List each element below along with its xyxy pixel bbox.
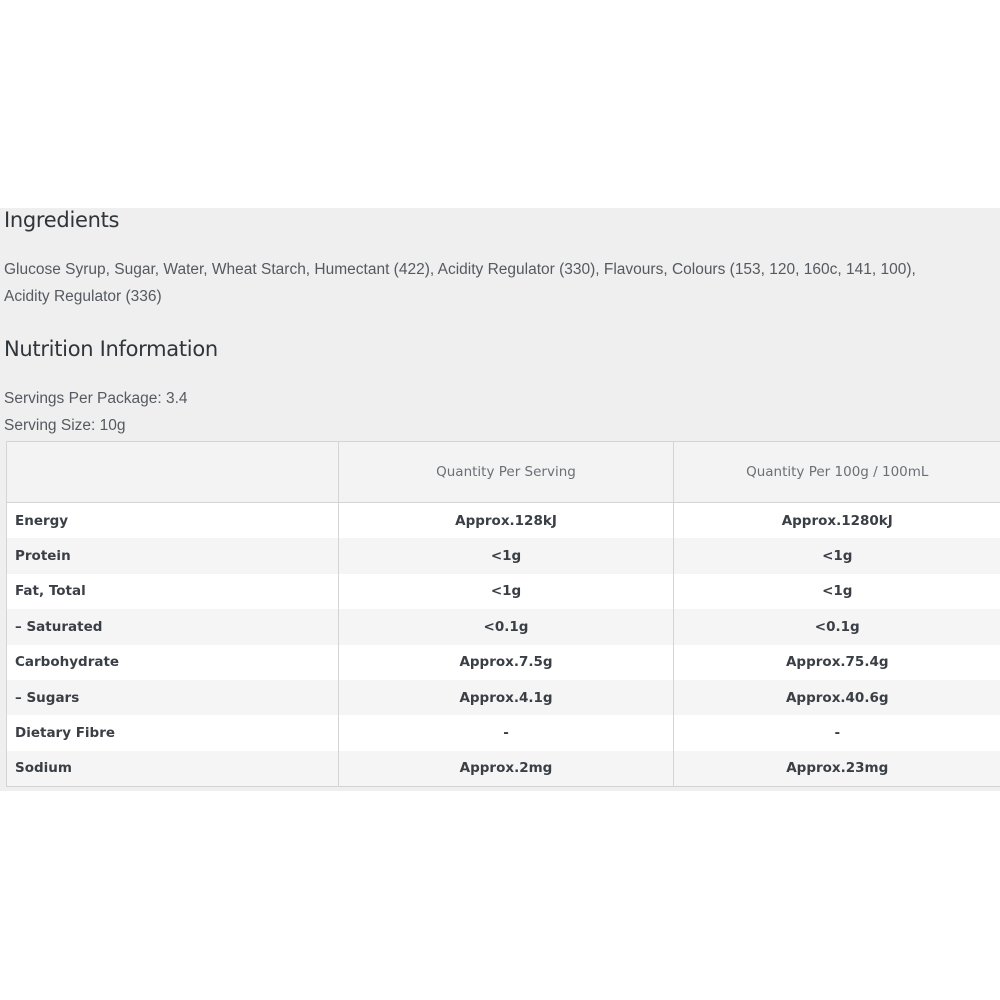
per-100g-value: Approx.40.6g [674, 680, 1000, 715]
nutrient-label: Fat, Total [7, 574, 339, 609]
nutrient-label: Carbohydrate [7, 645, 339, 680]
table-row [7, 645, 1000, 680]
nutrition-table [6, 441, 1000, 787]
per-100g-value: - [674, 715, 1000, 750]
nutrient-label: Protein [7, 538, 339, 573]
per-100g-value: Approx.75.4g [674, 645, 1000, 680]
per-serving-value: <1g [339, 538, 674, 573]
table-row [7, 503, 1000, 539]
table-row [7, 680, 1000, 715]
table-row [7, 574, 1000, 609]
table-row [7, 609, 1000, 644]
nutrition-heading: Nutrition Information [4, 337, 218, 361]
nutrient-label: Dietary Fibre [7, 715, 339, 750]
per-serving-value: Approx.128kJ [339, 503, 674, 539]
column-header-nutrient [7, 442, 339, 503]
serving-details [4, 385, 188, 439]
per-100g-value: <0.1g [674, 609, 1000, 644]
ingredients-line: Acidity Regulator (336) [4, 288, 162, 305]
nutrient-label: Energy [7, 503, 339, 539]
serving-size: Serving Size: 10g [4, 417, 126, 434]
table-row [7, 715, 1000, 750]
column-header-per-serving: Quantity Per Serving [339, 442, 674, 503]
ingredients-heading: Ingredients [4, 208, 120, 232]
per-100g-value: <1g [674, 574, 1000, 609]
per-serving-value: Approx.4.1g [339, 680, 674, 715]
per-100g-value: <1g [674, 538, 1000, 573]
per-serving-value: Approx.2mg [339, 751, 674, 787]
per-serving-value: - [339, 715, 674, 750]
product-info-panel [0, 208, 1000, 791]
nutrient-label: – Saturated [7, 609, 339, 644]
per-100g-value: Approx.1280kJ [674, 503, 1000, 539]
nutrient-label: – Sugars [7, 680, 339, 715]
per-100g-value: Approx.23mg [674, 751, 1000, 787]
per-serving-value: <0.1g [339, 609, 674, 644]
column-header-per-100g: Quantity Per 100g / 100mL [674, 442, 1000, 503]
table-row [7, 751, 1000, 787]
per-serving-value: <1g [339, 574, 674, 609]
nutrient-label: Sodium [7, 751, 339, 787]
per-serving-value: Approx.7.5g [339, 645, 674, 680]
table-row [7, 538, 1000, 573]
ingredients-line: Glucose Syrup, Sugar, Water, Wheat Starch, Humectant (422), Acidity Regulator (330), Flavours, Colours (153, 120, 160c, 141, 100), [4, 261, 916, 278]
servings-per-package: Servings Per Package: 3.4 [4, 390, 188, 407]
nutrition-table-header [7, 442, 1000, 503]
ingredients-text [4, 256, 994, 310]
